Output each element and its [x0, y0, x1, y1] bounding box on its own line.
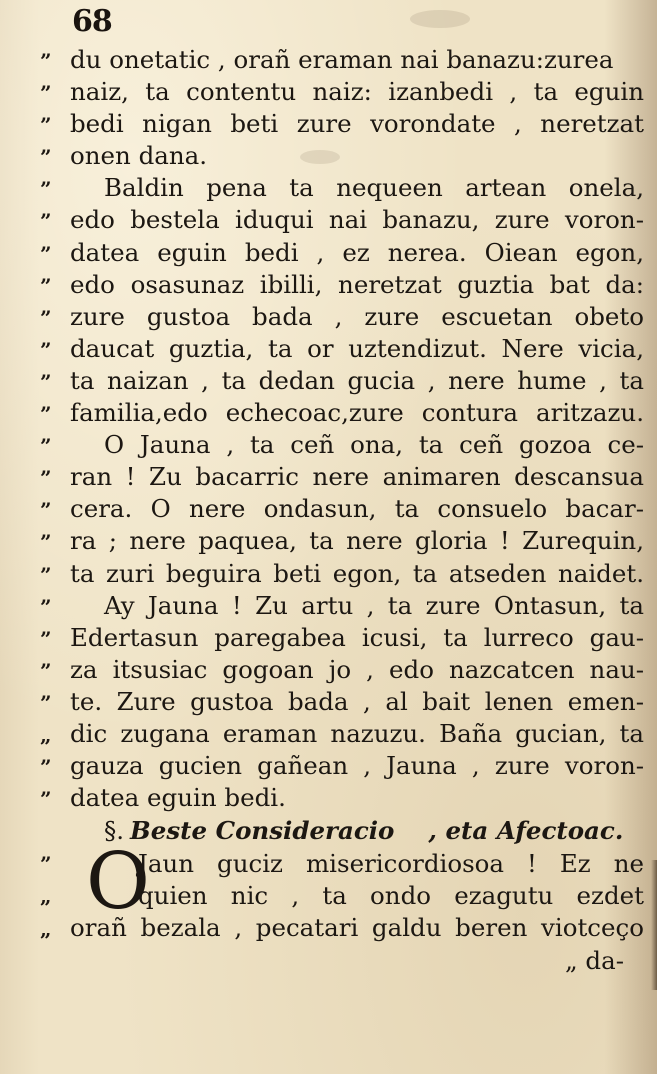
- line-text: bedi nigan beti zure vorondate , neretzat: [70, 109, 644, 139]
- quote-mark: ”: [40, 852, 52, 877]
- catchword: „ da-: [564, 946, 624, 976]
- line-text: familia,edo echecoac,zure contura aritzazu.: [70, 398, 644, 428]
- section-symbol: §.: [104, 816, 125, 846]
- quote-mark: ”: [40, 498, 52, 523]
- line-text: za itsusiac gogoan jo , edo nazcatcen nau-: [70, 654, 644, 684]
- text-line: [40, 750, 644, 782]
- body-text: [40, 44, 644, 978]
- line-text: edo bestela iduqui nai banazu, zure voron-: [70, 205, 644, 235]
- text-line: [40, 686, 644, 718]
- text-line: [40, 493, 644, 525]
- line-text: ra ; nere paquea, ta nere gloria ! Zurequin,: [70, 526, 644, 556]
- quote-mark: ”: [40, 177, 52, 202]
- text-line: [40, 782, 644, 814]
- quote-mark: ”: [40, 49, 52, 73]
- line-text: Edertasun paregabea icusi, ta lurreco gau-: [70, 622, 644, 652]
- text-line: [40, 654, 644, 686]
- quote-mark: „: [40, 722, 52, 747]
- quote-mark: ”: [40, 145, 52, 170]
- line-text: Ay Jauna ! Zu artu , ta zure Ontasun, ta: [104, 590, 644, 620]
- ink-blot: [410, 10, 470, 28]
- text-line: [40, 172, 644, 204]
- text-line: [40, 333, 644, 365]
- dropcap-letter: O: [86, 837, 150, 928]
- text-line: [40, 429, 644, 461]
- line-text: naiz, ta contentu naiz: izanbedi , ta eguin: [70, 77, 644, 107]
- text-line: [40, 397, 644, 429]
- line-text: zure gustoa bada , zure escuetan obeto: [70, 301, 644, 331]
- line-text: dic zugana eraman nazuzu. Baña gucian, ta: [70, 718, 644, 748]
- text-line: [40, 269, 644, 301]
- quote-mark: ”: [40, 466, 52, 491]
- quote-mark: „: [40, 917, 52, 942]
- line-text: datea eguin bedi , ez nerea. Oiean egon,: [70, 237, 644, 267]
- text-line: [40, 848, 644, 880]
- line-text: daucat guztia, ta or uztendizut. Nere vicia,: [70, 333, 644, 363]
- text-line: [40, 880, 644, 912]
- quote-mark: ”: [40, 658, 52, 683]
- quote-mark: ”: [40, 594, 52, 619]
- quote-mark: ”: [40, 241, 52, 266]
- line-text: du onetatic , orañ eraman nai banazu:zurea: [70, 45, 614, 74]
- section-title-sub: , eta Afectoac.: [428, 816, 624, 846]
- quote-mark: ”: [40, 626, 52, 651]
- section-title-main: Beste Consideracio: [130, 816, 395, 846]
- quote-mark: ”: [40, 81, 52, 106]
- text-line: [40, 365, 644, 397]
- page-number: 68: [72, 4, 112, 39]
- quote-mark: ”: [40, 305, 52, 330]
- line-text: datea eguin bedi.: [70, 783, 286, 813]
- text-line: [40, 590, 644, 622]
- text-line: [40, 461, 644, 493]
- line-text: Baldin pena ta nequeen artean onela,: [104, 173, 644, 203]
- line-text: te. Zure gustoa bada , al bait lenen emen-: [70, 686, 644, 716]
- text-line: [40, 76, 644, 108]
- quote-mark: ”: [40, 273, 52, 298]
- quote-mark: ”: [40, 562, 52, 587]
- quote-mark: ”: [40, 369, 52, 394]
- line-text: quien nic , ta ondo ezagutu ezdet: [138, 881, 644, 911]
- text-line: [40, 525, 644, 557]
- text-line: [40, 558, 644, 590]
- quote-mark: ”: [40, 755, 52, 780]
- text-line: [40, 108, 644, 140]
- quote-mark: „: [40, 884, 52, 909]
- line-text: orañ bezala , pecatari galdu beren viotceço: [70, 913, 644, 943]
- line-text: gauza gucien gañean , Jauna , zure voron-: [70, 751, 644, 781]
- text-line: [40, 44, 644, 76]
- quote-mark: ”: [40, 434, 52, 459]
- page-edge-shadow: [651, 860, 657, 990]
- text-line: [40, 912, 644, 944]
- quote-mark: ”: [40, 690, 52, 715]
- line-text: Jaun guciz misericordiosoa ! Ez ne: [138, 849, 644, 879]
- line-text: onen dana.: [70, 141, 208, 171]
- text-line: [40, 622, 644, 654]
- text-line: [40, 204, 644, 236]
- quote-mark: ”: [40, 113, 52, 138]
- line-text: cera. O nere ondasun, ta consuelo bacar-: [70, 494, 644, 524]
- line-text: O Jauna , ta ceñ ona, ta ceñ gozoa ce-: [104, 430, 644, 460]
- quote-mark: ”: [40, 402, 52, 427]
- quote-mark: ”: [40, 530, 52, 555]
- quote-mark: ”: [40, 787, 52, 812]
- quote-mark: ”: [40, 209, 52, 234]
- quote-mark: ”: [40, 337, 52, 362]
- line-text: edo osasunaz ibilli, neretzat guztia bat da:: [70, 269, 644, 299]
- line-text: ran ! Zu bacarric nere animaren descansua: [70, 462, 644, 492]
- text-line: [40, 301, 644, 333]
- ink-blot: [300, 150, 340, 164]
- line-text: ta naizan , ta dedan gucia , nere hume , ta: [70, 365, 644, 395]
- text-line: [40, 237, 644, 269]
- catchword-row: [40, 944, 644, 978]
- text-line: [40, 718, 644, 750]
- text-line: [40, 140, 644, 172]
- line-text: ta zuri beguira beti egon, ta atseden naidet.: [70, 558, 644, 588]
